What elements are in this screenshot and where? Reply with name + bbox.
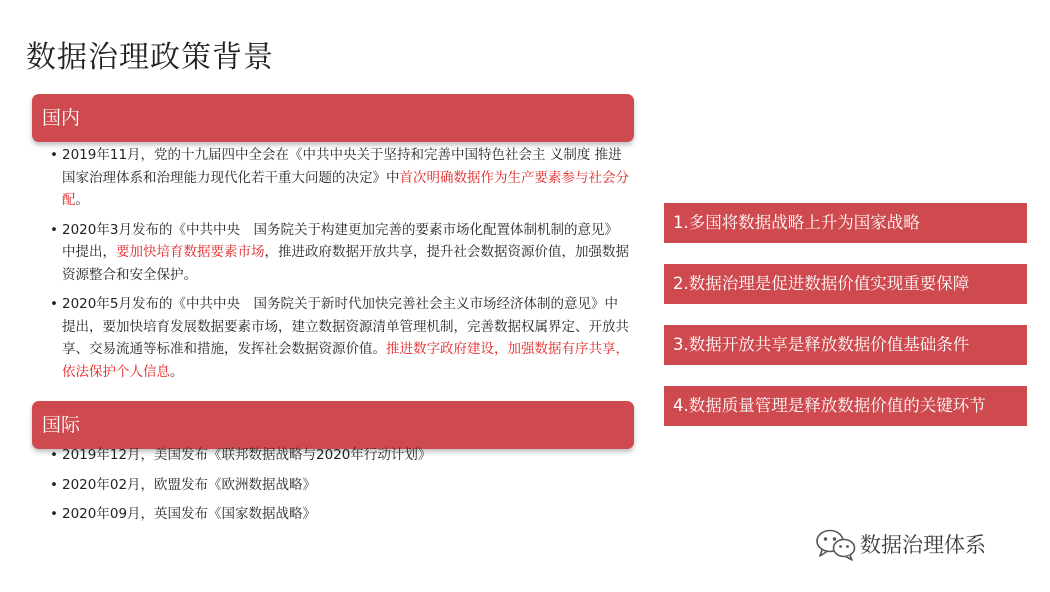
domestic-section-label: 国内 — [42, 107, 81, 129]
page-title: 数据治理政策背景 — [26, 40, 274, 75]
policy-text-after: 。 — [75, 192, 89, 208]
policy-text: 2019年11月，党的十九届四中全会在《中共中央关于坚持和完善中国特色社会主 义制度 推进国家治理体系和治理能力现代化若干重大问题的决定》中 — [62, 147, 622, 186]
international-section-header — [32, 401, 634, 449]
policy-highlight: 首次明确数据作为生产要素参与社会分配 — [62, 169, 629, 208]
watermark-text: 数据治理体系 — [860, 533, 986, 557]
domestic-section-header — [32, 94, 634, 142]
domestic-policy-item — [50, 293, 630, 383]
key-point-4: 4.数据质量管理是释放数据价值的关键环节 — [664, 386, 1027, 426]
policy-text-after: 。 — [170, 363, 184, 380]
key-point-2: 2.数据治理是促进数据价值实现重要保障 — [664, 264, 1027, 304]
policy-highlight: 推进数字政府建设，加强数据有序共享，依法保护个人信息 — [62, 341, 629, 380]
international-section-label: 国际 — [42, 414, 81, 436]
international-policy-item: • 2020年09月，英国发布《国家数据战略》 — [50, 503, 630, 526]
policy-text: 2020年5月发布的《中共中央 国务院关于新时代加快完善社会主义市场经济体制的意见》中提出，要加快培育发展数据要素市场，建立数据资源清单管理机制，完善数据权属界定、开放共享、交易流通等标准和措施，发挥社会数据资源价值。 — [62, 296, 629, 357]
policy-highlight: 要加快培育数据要素市场 — [116, 244, 265, 260]
key-point-1: 1.多国将数据战略上升为国家战略 — [664, 203, 1027, 243]
international-policy-item: • 2020年02月，欧盟发布《欧洲数据战略》 — [50, 474, 630, 497]
domestic-policy-item — [50, 219, 630, 287]
international-policy-list — [50, 444, 630, 533]
watermark — [814, 527, 986, 561]
key-point-3: 3.数据开放共享是释放数据价值基础条件 — [664, 325, 1027, 365]
domestic-policy-list — [50, 144, 630, 390]
policy-text: 2020年3月发布的《中共中央 国务院关于构建更加完善的要素市场化配置体制机制的意见》中提出， — [62, 221, 618, 260]
wechat-icon — [814, 527, 858, 561]
domestic-policy-item — [50, 144, 630, 212]
international-policy-item: • 2019年12月，美国发布《联邦数据战略与2020年行动计划》 — [50, 444, 630, 467]
policy-text-after: ，推进政府数据开放共享，提升社会数据资源价值，加强数据资源整合和安全保护。 — [62, 244, 629, 283]
